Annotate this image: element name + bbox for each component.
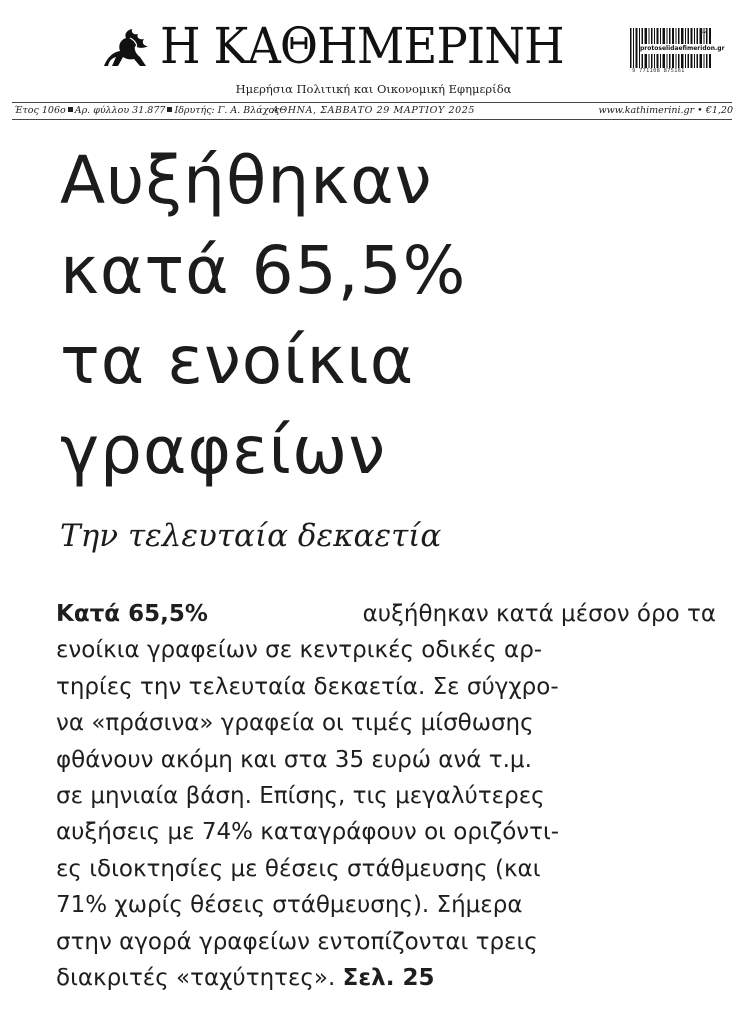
body-line: φθάνουν ακόμη και στα 35 ευρώ ανά τ.μ. xyxy=(56,746,532,773)
newspaper-title: Η ΚΑΘΗΜΕΡΙΝΗ xyxy=(160,17,564,75)
headline xyxy=(60,136,720,496)
site-and-price: www.kathimerini.gr • €1,20 xyxy=(598,105,733,116)
masthead-rule-bottom xyxy=(12,119,732,120)
subheadline: Την τελευταία δεκαετία xyxy=(60,518,442,554)
masthead-rule-top xyxy=(12,102,732,103)
griffin-icon xyxy=(100,26,152,72)
body-line: σε μηνιαία βάση. Επίσης, τις μεγαλύτερες xyxy=(56,783,545,810)
body-line-text: διακριτές «ταχύτητες». xyxy=(56,965,336,992)
body-line xyxy=(56,960,716,996)
issue-founder: Ιδρυτής: Γ. Α. Βλάχος xyxy=(174,105,280,116)
issue-date: ΑΘΗΝΑ, ΣΑΒΒΑΤΟ 29 ΜΑΡΤΙΟΥ 2025 xyxy=(271,105,476,116)
headline-line: Αυξήθηκαν xyxy=(60,142,433,219)
page-reference: Σελ. 25 xyxy=(342,965,435,992)
body-line xyxy=(56,596,716,632)
body-line: ες ιδιοκτησίες με θέσεις στάθμευσης (και xyxy=(56,855,541,882)
body-line: 71% χωρίς θέσεις στάθμευσης). Σήμερα xyxy=(56,892,523,919)
headline-line: τα ενοίκια xyxy=(60,322,415,399)
body-line-text: αυξήθηκαν κατά μέσον όρο τα xyxy=(362,601,716,627)
body-line: ενοίκια γραφείων σε κεντρικές οδικές αρ- xyxy=(56,637,543,664)
body-line: τηρίες την τελευταία δεκαετία. Σε σύγχρο- xyxy=(56,673,559,700)
lead-bold: Κατά 65,5% xyxy=(56,601,208,627)
barcode-code: 12 xyxy=(700,28,708,35)
body-line: να «πράσινα» γραφεία οι τιμές μίσθωσης xyxy=(56,710,534,737)
headline-line: γραφείων xyxy=(60,412,387,489)
article-body xyxy=(56,596,716,996)
headline-line: κατά 65,5% xyxy=(60,232,467,309)
issue-year: Έτος 106ο xyxy=(14,105,66,116)
barcode-digits: 9 771108 875161 xyxy=(632,68,685,74)
body-line: αυξήσεις με 74% καταγράφουν οι οριζόντι- xyxy=(56,819,560,846)
issue-number: Αρ. φύλλου 31.877 xyxy=(74,105,166,116)
barcode-site-label: protoselidaefimeridon.gr xyxy=(640,45,725,52)
body-line: στην αγορά γραφείων εντοπίζονται τρεις xyxy=(56,928,538,955)
newspaper-tagline: Ημερήσια Πολιτική και Οικονομική Εφημερίδα xyxy=(235,82,512,96)
